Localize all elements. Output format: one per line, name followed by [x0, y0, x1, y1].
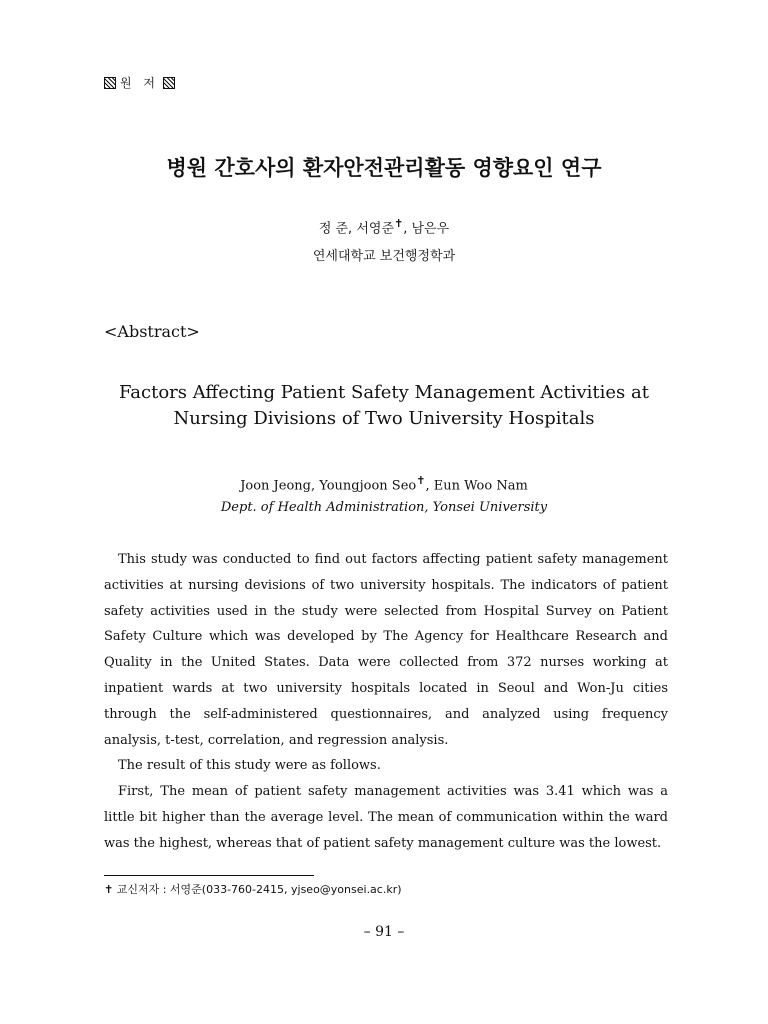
korean-authors [0, 217, 768, 236]
abstract-paragraph: The result of this study were as follows. [118, 758, 381, 774]
footnote-dagger: ✝ [104, 883, 114, 896]
korean-authors-part1: 정 준, 서영준 [318, 221, 394, 237]
english-authors-part2: , Eun Woo Nam [425, 478, 528, 494]
english-title [0, 380, 768, 432]
page-number: – 91 – [363, 924, 405, 940]
korean-title: 병원 간호사의 환자안전관리활동 영향요인 연구 [166, 156, 602, 180]
section-tag [104, 74, 175, 91]
english-authors-part1: Joon Jeong, Youngjoon Seo [240, 478, 417, 494]
english-affiliation: Dept. of Health Administration, Yonsei University [220, 500, 548, 515]
abstract-label: <Abstract> [104, 322, 200, 341]
hatched-box-icon [104, 77, 116, 89]
abstract-body [104, 547, 668, 857]
korean-authors-part2: , 남은우 [403, 221, 450, 237]
corresponding-author-footnote [104, 881, 402, 897]
dagger-mark: ✝ [394, 217, 404, 230]
footnote-text: 교신저자 : 서영준(033-760-2415, yjseo@yonsei.ac.kr) [113, 883, 402, 896]
hatched-box-icon [163, 77, 175, 89]
section-tag-label: 원 저 [120, 76, 159, 90]
abstract-paragraph: First, The mean of patient safety management activities was 3.41 which was a little bit higher than the average level. The mean of communication within the ward was the highest, whereas that of patient safety management culture was the lowest. [104, 784, 668, 851]
dagger-mark: ✝ [416, 474, 426, 487]
english-title-line1: Factors Affecting Patient Safety Management Activities at [119, 382, 649, 403]
abstract-paragraph: This study was conducted to find out factors affecting patient safety management activities at nursing devisions of two university hospitals. The indicators of patient safety activities used in the study were selected from Hospital Survey on Patient Safety Culture which was developed by The Agency for Healthcare Research and Quality in the United States. Data were collected from 372 nurses working at inpatient wards at two university hospitals located in Seoul and Won-Ju cities through the self-administered questionnaires, and analyzed using frequency analysis, t-test, correlation, and regression analysis. [104, 552, 668, 748]
english-authors [0, 474, 768, 493]
english-title-line2: Nursing Divisions of Two University Hospitals [173, 408, 595, 429]
korean-affiliation: 연세대학교 보건행정학과 [312, 249, 456, 264]
footnote-divider [104, 875, 314, 876]
